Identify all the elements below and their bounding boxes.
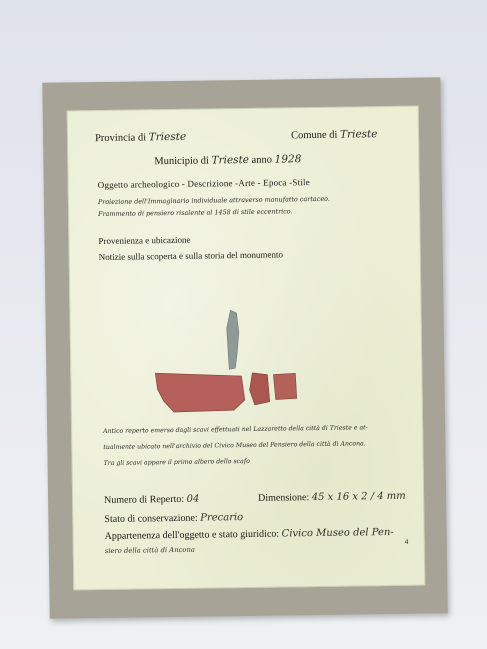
appartenenza-label: Appartenenza dell'oggetto e stato giuridico: [104, 528, 280, 542]
anno-value: 1928 [274, 153, 302, 166]
municipio-label: Municipio di [154, 155, 210, 168]
provenienza-heading: Provenienza e ubicazione [98, 234, 191, 247]
description-line-2: Frammento di pensiero risalente al 1458 di stile eccentrico. [98, 207, 293, 219]
red-fragment-small-1 [248, 372, 270, 406]
stato-value: Precario [200, 512, 244, 524]
comune-value: Trieste [339, 128, 378, 141]
page-number: 4 [404, 537, 409, 546]
numero-line [104, 494, 199, 506]
comune-label: Comune di [290, 129, 338, 142]
appartenenza-value-2: siero della città di Ancona [104, 545, 195, 555]
red-fragment-small-2 [272, 372, 297, 400]
story-line-1: Antico reperto emerso dagli scavi effettuati nel Lazzaretto della città di Trieste e at- [103, 424, 368, 435]
oggetto-heading: Oggetto archeologico - Descrizione -Arte - Epoca -Stile [97, 177, 310, 191]
dimensione-label: Dimensione: [258, 492, 310, 504]
dimensione-value: 45 x 16 x 2 / 4 mm [311, 490, 406, 504]
notizie-heading: Notizie sulla scoperta e sulla storia del monumento [98, 249, 283, 263]
red-fragment-hull [153, 370, 246, 413]
mount-board [42, 77, 447, 619]
appartenenza-value-1: Civico Museo del Pen- [281, 526, 394, 540]
provincia-label: Provincia di [94, 132, 147, 145]
archaeological-record-sheet [67, 106, 426, 591]
stato-label: Stato di conservazione: [104, 512, 198, 525]
anno-label: anno [251, 154, 273, 166]
numero-label: Numero di Reperto: [104, 493, 185, 506]
story-line-2: tualmente ubicato nell'archivio del Civico Museo del Pensiero della città di Ancona. [103, 440, 366, 451]
municipio-line [154, 153, 301, 167]
provincia-value: Trieste [148, 130, 187, 144]
stato-line [104, 512, 243, 525]
provincia-line [95, 131, 186, 144]
municipio-value: Trieste [211, 153, 250, 167]
grey-fragment-mast [225, 310, 240, 370]
dimensione-line [258, 491, 406, 504]
story-line-3: Tra gli scavi appare il primo albero dello scafo [103, 457, 250, 467]
numero-value: 04 [186, 493, 200, 505]
comune-line [291, 128, 378, 141]
description-line-1: Proiezione dell'Immaginario individuale attraverso manufatto cartaceo. [97, 194, 330, 207]
appartenenza-line [105, 527, 394, 542]
